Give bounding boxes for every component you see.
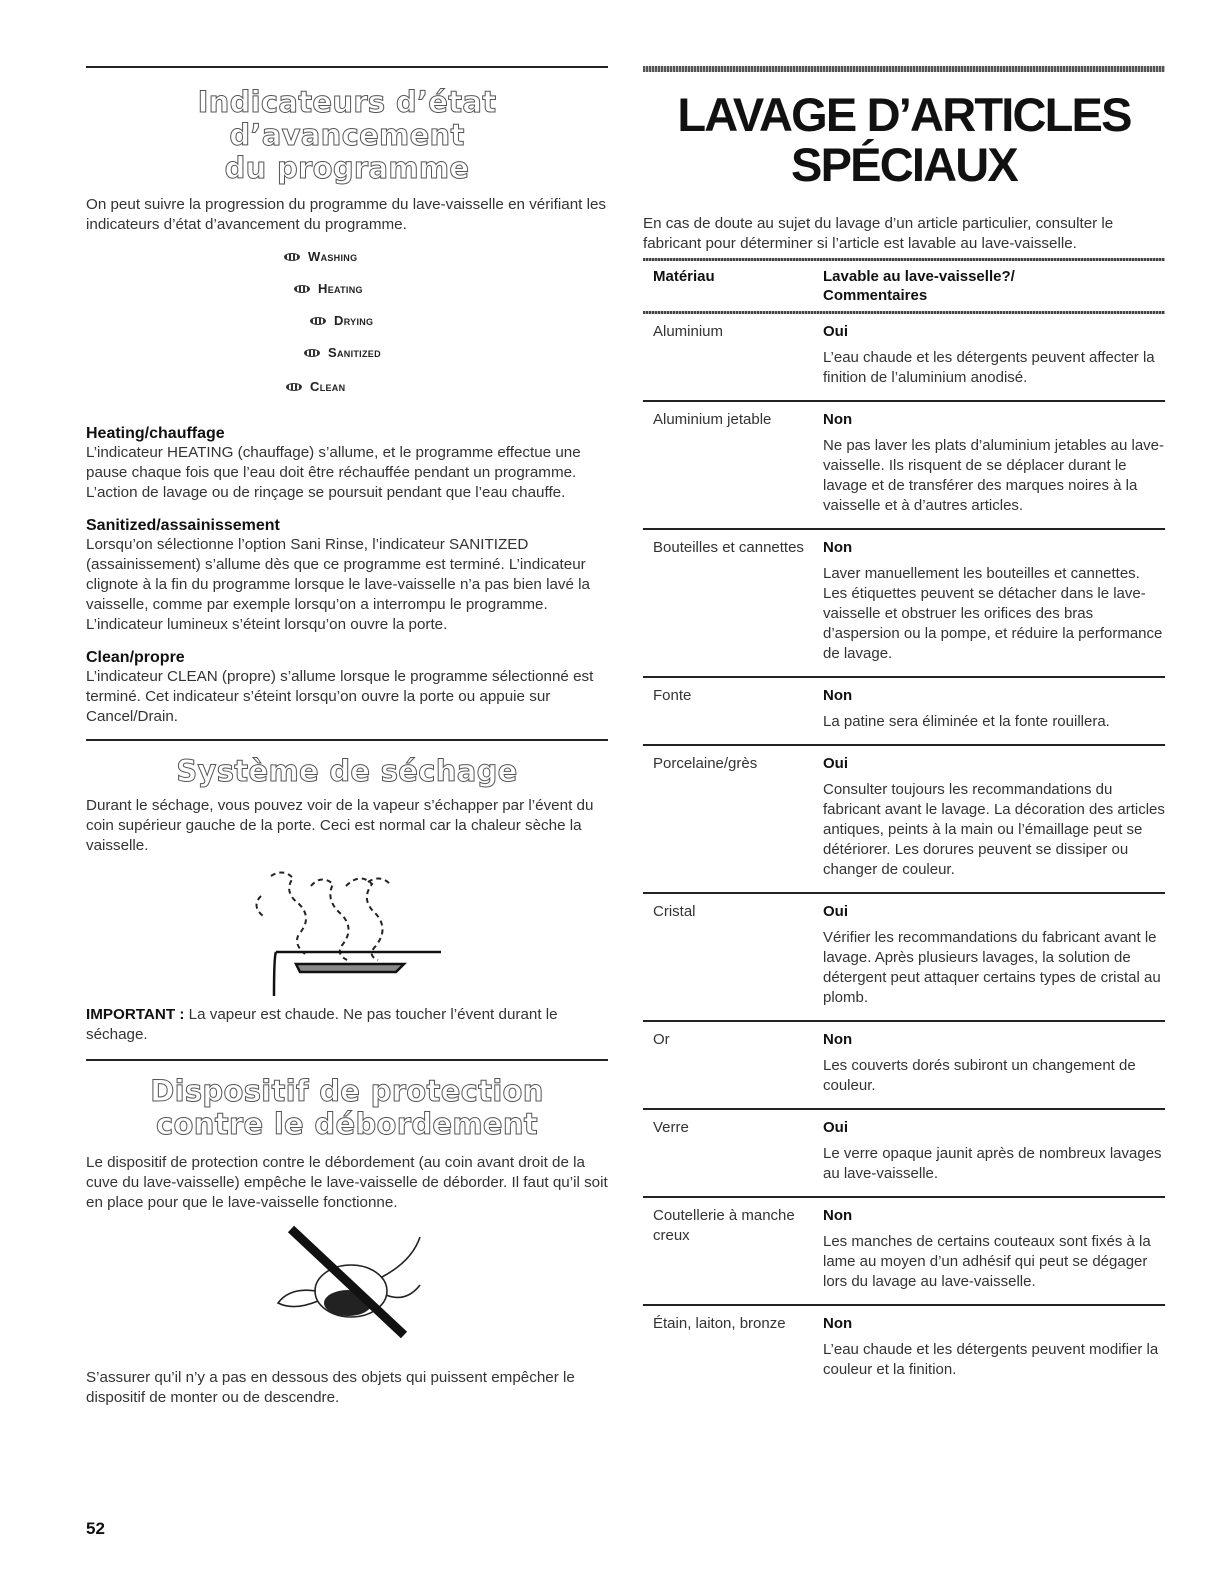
indicator-clean — [286, 379, 345, 394]
verdict: Non — [823, 687, 853, 704]
indicator-label: Heating — [318, 281, 363, 296]
header-washable — [813, 261, 1165, 311]
table-row — [643, 529, 1165, 677]
comment-cell — [813, 1109, 1165, 1197]
materials-table — [643, 261, 1165, 1392]
header-washable-line-2: Commentaires — [823, 287, 928, 304]
section-divider — [643, 66, 1165, 72]
comment: Les couverts dorés subiront un changement de couleur. — [823, 1057, 1136, 1094]
indicator-light-icon — [304, 349, 320, 357]
verdict: Oui — [823, 1119, 848, 1136]
table-row — [643, 893, 1165, 1021]
page-number: 52 — [86, 1519, 105, 1538]
drying-body: Durant le séchage, vous pouvez voir de la vapeur s’échapper par l’évent du coin supérieur gauche de la porte. Ceci est normal car la chaleur sèche la vaisselle. — [86, 797, 594, 854]
verdict: Non — [823, 411, 853, 428]
table-row — [643, 1021, 1165, 1109]
table-row — [643, 745, 1165, 893]
comment: L’eau chaude et les détergents peuvent modifier la couleur et la finition. — [823, 1341, 1159, 1378]
indicator-label: Sanitized — [328, 345, 381, 360]
important-note — [86, 1005, 608, 1045]
indicator-label: Clean — [310, 379, 346, 394]
clean-body: L’indicateur CLEAN (propre) s’allume lorsque le programme sélectionné est terminé. Cet indicateur s’éteint lorsqu’on ouvre la porte ou appuie sur Cancel/Drain. — [86, 668, 594, 725]
comment-cell — [813, 1021, 1165, 1109]
indicators-title-line-2: du programme — [224, 151, 470, 185]
table-row — [643, 1109, 1165, 1197]
comment: Ne pas laver les plats d’aluminium jetables au lave-vaisselle. Ils risquent de se déplacer durant le lavage et de transférer des marques noires à la vaisselle et à d’autres articles. — [823, 437, 1165, 514]
special-articles-title-line-2: SPÉCIAUX — [791, 138, 1017, 191]
section-divider — [86, 739, 608, 741]
overflow-title — [86, 1075, 608, 1141]
comment-cell — [813, 677, 1165, 745]
heating-body: L’indicateur HEATING (chauffage) s’allume, et le programme effectue une pause chaque fois que l’eau doit être réchauffée pendant un programme. L’action de lavage ou de rinçage se poursuit pendant que l’eau chauffe. — [86, 444, 581, 501]
table-row — [643, 677, 1165, 745]
comment: Les manches de certains couteaux sont fixés à la lame au moyen d’un adhésif qui peut se dégager lors du lavage au lave-vaisselle. — [823, 1233, 1151, 1290]
indicators-intro: On peut suivre la progression du programme du lave-vaisselle en vérifiant les indicateurs d’état d’avancement du programme. — [86, 196, 607, 233]
indicators-title — [86, 86, 608, 185]
verdict: Non — [823, 1207, 853, 1224]
verdict: Oui — [823, 755, 848, 772]
material-cell: Fonte — [643, 677, 813, 745]
material-cell: Étain, laiton, bronze — [653, 1315, 786, 1332]
material-cell: Coutellerie à manche creux — [643, 1197, 813, 1305]
comment-cell — [813, 529, 1165, 677]
indicator-list — [86, 245, 608, 415]
clean-heading: Clean/propre — [86, 649, 185, 666]
special-articles-title-line-1: LAVAGE D’ARTICLES — [677, 88, 1131, 141]
indicator-sanitized — [304, 345, 381, 360]
comment-cell — [813, 314, 1165, 401]
heating-heading: Heating/chauffage — [86, 425, 225, 442]
verdict: Non — [823, 1315, 853, 1332]
table-row — [643, 314, 1165, 401]
comment-cell — [813, 745, 1165, 893]
header-material: Matériau — [653, 268, 715, 285]
material-cell: Porcelaine/grès — [643, 745, 813, 893]
indicator-light-icon — [286, 383, 302, 391]
verdict: Oui — [823, 323, 848, 340]
indicators-title-line-1: Indicateurs d’état d’avancement — [197, 85, 497, 152]
right-column — [643, 66, 1165, 1392]
comment: L’eau chaude et les détergents peuvent affecter la finition de l’aluminium anodisé. — [823, 349, 1155, 386]
verdict: Oui — [823, 903, 848, 920]
verdict: Non — [823, 1031, 853, 1048]
material-cell: Or — [643, 1021, 813, 1109]
special-articles-intro: En cas de doute au sujet du lavage d’un article particulier, consulter le fabricant pour déterminer si l’article est lavable au lave-vaisselle. — [643, 215, 1114, 252]
material-cell: Aluminium jetable — [643, 401, 813, 529]
special-articles-title — [643, 90, 1165, 190]
important-text: La vapeur est chaude. Ne pas toucher l’évent durant le séchage. — [86, 1006, 558, 1043]
sanitized-heading: Sanitized/assainissement — [86, 517, 280, 534]
steam-vent-illustration — [86, 856, 608, 996]
indicator-drying — [310, 313, 373, 328]
section-divider — [86, 66, 608, 68]
drying-title: Système de séchage — [176, 754, 518, 788]
section-divider — [86, 1059, 608, 1061]
overflow-body: Le dispositif de protection contre le débordement (au coin avant droit de la cuve du lave-vaisselle) empêche le lave-vaisselle de déborder. Il faut qu’il soit en place pour que le lave-vaisselle fonctionne. — [86, 1154, 608, 1211]
indicator-label: Drying — [334, 313, 374, 328]
table-row — [643, 401, 1165, 529]
comment: La patine sera éliminée et la fonte rouillera. — [823, 713, 1110, 730]
material-cell: Verre — [643, 1109, 813, 1197]
indicator-light-icon — [294, 285, 310, 293]
overflow-title-line-2: contre le débordement — [156, 1107, 538, 1141]
indicator-washing — [284, 249, 357, 264]
table-header-row — [643, 261, 1165, 311]
comment: Laver manuellement les bouteilles et cannettes. Les étiquettes peuvent se détacher dans le lave-vaisselle et obstruer les orifices des bras d’aspersion ou la pompe, et réduire la performance de lavage. — [823, 565, 1163, 662]
sanitized-body: Lorsqu’on sélectionne l’option Sani Rinse, l’indicateur SANITIZED (assainissement) s’allume dès que ce programme est terminé. L’indicateur clignote à la fin du programme lorsque le lave-vaisselle n’a pas bien lavé la vaisselle, comme par exemple lorsqu’on a interrompu le programme. L’indicateur lumineux s’éteint lorsqu’on ouvre la porte. — [86, 536, 590, 633]
verdict: Non — [823, 539, 853, 556]
comment-cell — [813, 893, 1165, 1021]
material-cell: Bouteilles et cannettes — [643, 529, 813, 677]
comment-cell — [813, 1305, 1165, 1392]
comment: Vérifier les recommandations du fabricant avant le lavage. Après plusieurs lavages, la solution de détergent peut attaquer certains types de cristal au plomb. — [823, 929, 1161, 1006]
overflow-float-illustration — [86, 1225, 608, 1355]
comment: Consulter toujours les recommandations du fabricant avant le lavage. La décoration des articles antiques, peints à la main ou l’émaillage peut se détériorer. Les dorures peuvent se dissiper ou changer de couleur. — [823, 781, 1165, 878]
comment: Le verre opaque jaunit après de nombreux lavages au lave-vaisselle. — [823, 1145, 1162, 1182]
table-row — [643, 1305, 1165, 1392]
indicator-light-icon — [284, 253, 300, 261]
comment-cell — [813, 1197, 1165, 1305]
overflow-footer: S’assurer qu’il n’y a pas en dessous des objets qui puissent empêcher le dispositif de monter ou de descendre. — [86, 1369, 575, 1406]
indicator-label: Washing — [308, 249, 358, 264]
left-column — [86, 66, 608, 1408]
header-washable-line-1: Lavable au lave-vaisselle?/ — [823, 268, 1015, 285]
material-cell: Aluminium — [643, 314, 813, 401]
table-row — [643, 1197, 1165, 1305]
material-cell: Cristal — [643, 893, 813, 1021]
comment-cell — [813, 401, 1165, 529]
indicator-heating — [294, 281, 363, 296]
overflow-title-line-1: Dispositif de protection — [150, 1074, 544, 1108]
indicator-light-icon — [310, 317, 326, 325]
important-label: IMPORTANT : — [86, 1006, 185, 1023]
